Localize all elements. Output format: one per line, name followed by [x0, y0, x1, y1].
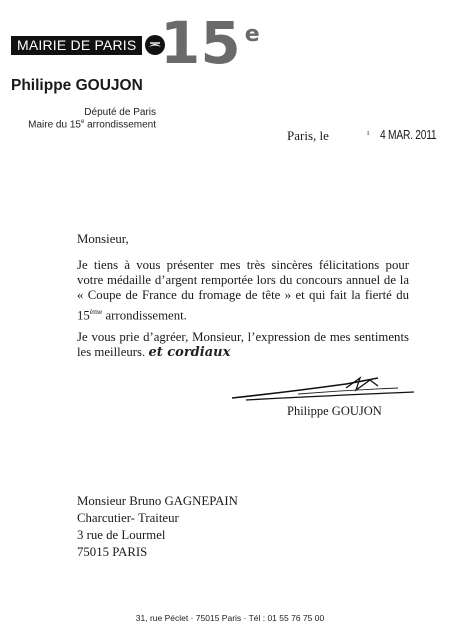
date-stamp-mark-icon: ı: [367, 128, 370, 137]
paragraph-closing: Je vous prie d’agréer, Monsieur, l’expression de mes sentiments les meilleurs. et cordiaux: [77, 330, 409, 361]
footer-contact: 31, rue Péclet · 75015 Paris · Tél : 01 55 76 75 00: [135, 613, 325, 623]
recipient-name: Monsieur Bruno GAGNEPAIN: [77, 494, 238, 508]
date-label: Paris, le: [287, 128, 329, 143]
recipient-city: 75015 PARIS: [77, 545, 148, 559]
handwritten-signature: [228, 370, 416, 404]
signatory-name: Philippe GOUJON: [287, 404, 382, 418]
mairie-de-paris-logo: MAIRIE DE PARIS: [11, 36, 142, 55]
date-stamp: 4 MAR. 2011: [380, 128, 437, 142]
recipient-address: [77, 493, 238, 561]
author-name: Philippe GOUJON: [11, 77, 143, 94]
author-title-mayor: Maire du 15e arrondissement: [28, 119, 156, 131]
recipient-street: 3 rue de Lourmel: [77, 528, 166, 542]
paragraph-congratulations: Je tiens à vous présenter mes très sincères félicitations pour votre médaille d’argent remportée lors du concours annuel de la « Coupe de France du fromage de tête » et qui fait la fierté du 15ème arrondissement.: [77, 258, 409, 322]
handwritten-addition: et cordiaux: [148, 345, 231, 361]
recipient-profession: Charcutier- Traiteur: [77, 511, 179, 525]
district-number: 15 $^e$: [160, 9, 260, 77]
author-title-deputy: Député de Paris: [84, 107, 156, 118]
salutation: Monsieur,: [77, 232, 129, 246]
